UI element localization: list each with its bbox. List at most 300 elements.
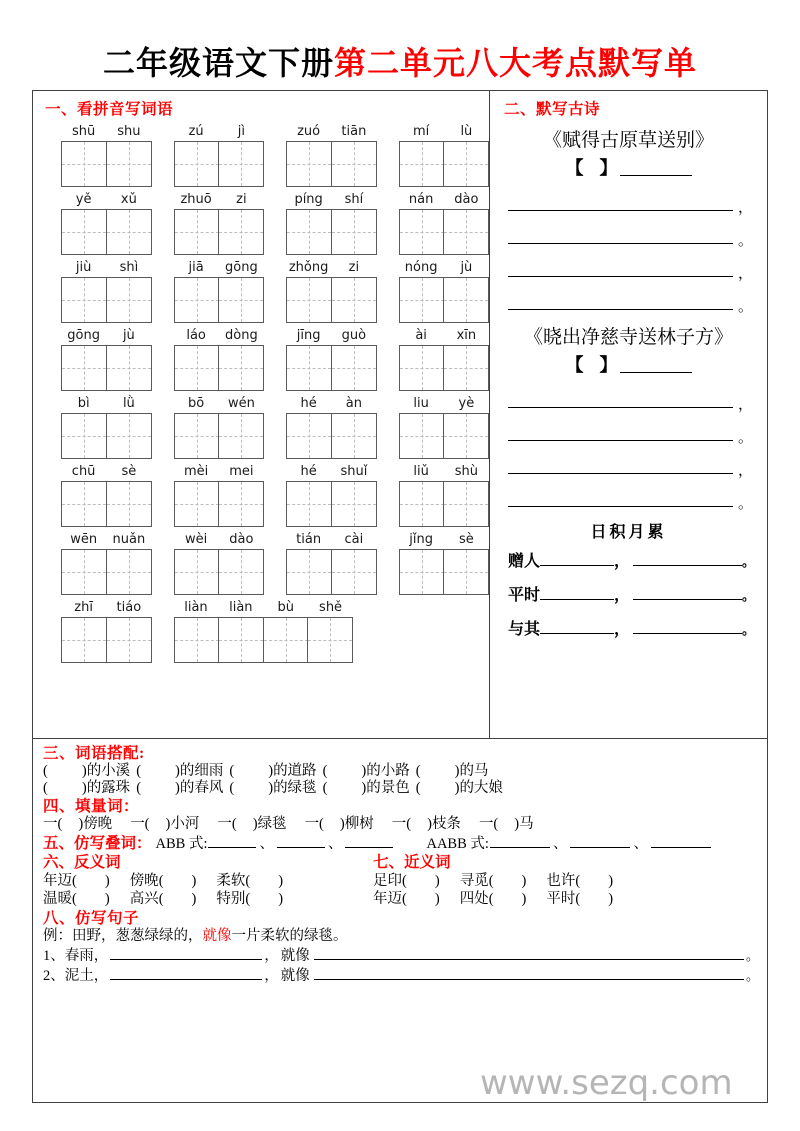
antonym-synonym-row [43,892,759,907]
tianzige-box[interactable] [106,141,152,187]
tianzige-box[interactable] [443,345,489,391]
pinyin-labels [174,395,265,412]
synonym-item[interactable] [460,892,527,907]
pinyin-rows-container [43,123,489,663]
tianzige-box[interactable] [61,413,107,459]
rijiyuelei-line[interactable] [508,548,755,571]
pinyin-syllable: lù [460,124,473,139]
synonym-answer-blank[interactable]: ( ) [575,872,614,889]
measure-prefix: 一( [304,816,324,832]
pinyin-row [43,327,489,391]
tianzige-box[interactable] [61,209,107,255]
tianzige-box[interactable] [218,481,264,527]
measure-noun: 柳树 [344,816,374,832]
reduplication-blank[interactable] [208,847,256,848]
antonym-group [43,892,373,907]
poem-author-blank[interactable] [502,351,755,377]
collocation-item[interactable] [229,764,316,779]
pinyin-syllable: nán [408,192,434,207]
pinyin-labels [174,191,265,208]
pinyin-syllable: zi [348,260,360,275]
measure-word-item[interactable] [43,817,112,832]
line-punctuation: 。 [737,496,753,512]
synonym-answer-blank[interactable]: ( ) [488,891,527,907]
tianzige-box[interactable] [399,141,445,187]
synonym-group [373,892,759,907]
tianzige-box[interactable] [286,277,332,323]
pinyin-row [43,395,489,459]
pinyin-labels [286,259,377,276]
author-name-blank-line[interactable] [620,175,692,176]
measure-suffix: ) [427,816,432,832]
antonym-answer-blank[interactable]: ( ) [158,872,197,889]
blank-separator: 、 [633,835,648,852]
tianzige-box[interactable] [174,617,220,663]
pinyin-word-group [61,599,152,663]
tianzige-box-group [286,141,377,187]
antonym-synonym-row [43,874,759,889]
synonym-answer-blank[interactable]: ( ) [488,872,527,889]
collocation-word: 的小溪 [86,762,131,779]
pinyin-word-group [174,531,265,595]
line-punctuation: 。 [737,299,753,315]
answer-parenthesis[interactable]: ( ) [136,780,180,796]
collocation-item[interactable] [43,764,130,779]
synonym-item[interactable] [546,874,613,889]
line-punctuation: ， [737,397,753,413]
pinyin-labels [286,531,377,548]
example-highlight: 就像 [202,928,232,944]
rijiyuelei-line[interactable] [508,616,755,639]
pinyin-syllable: shu [117,124,141,139]
pinyin-row [43,259,489,323]
reduplication-blank[interactable] [345,847,393,848]
pinyin-syllable: jù [122,328,135,343]
poem-blank-line[interactable] [508,283,755,316]
pinyin-word-group [174,123,265,187]
tianzige-box[interactable] [174,209,220,255]
tianzige-box[interactable] [399,549,445,595]
sentence-fill-row[interactable] [43,969,759,984]
tianzige-box[interactable] [218,209,264,255]
fill-comma: ， [264,968,279,984]
tianzige-box-group [174,413,265,459]
rijiyuelei-blank-second[interactable] [633,633,742,634]
pinyin-syllable: àn [345,396,362,411]
synonym-item[interactable] [460,874,527,889]
tianzige-box-group [286,345,377,391]
synonym-group [373,874,759,889]
pinyin-syllable: tiān [341,124,367,139]
collocation-item[interactable] [323,764,410,779]
pinyin-syllable: jiā [188,260,204,275]
blank-rule [508,440,733,441]
reduplication-blank[interactable] [651,847,711,848]
tianzige-box[interactable] [106,209,152,255]
pinyin-labels [399,395,490,412]
pinyin-syllable: dào [229,532,254,547]
tianzige-box[interactable] [443,413,489,459]
tianzige-box[interactable] [286,141,332,187]
antonym-word: 傍晚 [129,872,159,889]
tianzige-box[interactable] [443,549,489,595]
collocation-word: 的小路 [366,762,410,779]
tianzige-box[interactable] [61,617,107,663]
pinyin-word-group [286,531,377,595]
title-red-part: 第二单元八大考点默写单 [334,45,698,81]
antonym-word: 温暖 [43,891,72,907]
fill-comma: ， [264,947,279,964]
measure-noun: 绿毯 [257,816,287,832]
answer-parenthesis[interactable]: ( ) [415,762,460,779]
tianzige-box[interactable] [331,549,377,595]
tianzige-box[interactable] [263,617,309,663]
pinyin-labels [174,327,265,344]
pinyin-labels [399,531,490,548]
poem-blank-line[interactable] [508,184,755,217]
blank-rule [508,407,733,408]
pinyin-syllable: dào [454,192,479,207]
tianzige-box[interactable] [106,345,152,391]
pinyin-word-group [286,463,377,527]
rijiyuelei-line[interactable] [508,582,755,605]
tianzige-box[interactable] [443,277,489,323]
tianzige-box-group [399,345,490,391]
answer-parenthesis[interactable]: ( ) [322,780,367,796]
tianzige-box-group [174,209,265,255]
tianzige-box-group [61,481,152,527]
tianzige-box[interactable] [286,345,332,391]
rijiyuelei-blank-second[interactable] [633,599,742,600]
answer-parenthesis[interactable]: ( ) [43,762,87,779]
tianzige-box[interactable] [307,617,353,663]
collocation-item[interactable] [136,781,223,796]
answer-parenthesis[interactable]: ( ) [415,780,460,796]
pinyin-labels [399,191,490,208]
tianzige-box[interactable] [61,345,107,391]
tianzige-box[interactable] [399,413,445,459]
page-title [0,0,800,92]
pinyin-syllable: zhuō [180,192,212,207]
synonym-item[interactable] [373,874,440,889]
synonym-answer-blank[interactable]: ( ) [575,891,614,907]
fill-row-number: 2、泥土， [43,968,109,984]
tianzige-box[interactable] [331,277,377,323]
section5-abb-label: ABB 式: [155,835,208,852]
tianzige-box[interactable] [174,141,220,187]
tianzige-box-group [399,277,490,323]
pinyin-syllable: zuó [297,124,321,139]
tianzige-box-group [61,209,152,255]
tianzige-box[interactable] [61,549,107,595]
poem-author-blank[interactable] [502,154,755,180]
rijiyuelei-comma: ， [614,621,631,638]
fill-blank-second[interactable] [314,979,744,980]
tianzige-box[interactable] [331,413,377,459]
tianzige-box[interactable] [174,413,220,459]
tianzige-box-group [174,345,265,391]
tianzige-box-group [61,141,152,187]
tianzige-box-group [174,617,354,663]
tianzige-box[interactable] [286,413,332,459]
tianzige-box[interactable] [218,617,264,663]
site-watermark: www.sezq.com [480,1063,733,1103]
fill-blank-second[interactable] [314,959,744,960]
pinyin-labels [286,327,377,344]
tianzige-box[interactable] [106,617,152,663]
reduplication-blank[interactable] [277,847,325,848]
fill-connector: 就像 [280,947,310,964]
poem-blank-line[interactable] [508,414,755,447]
tianzige-box[interactable] [443,481,489,527]
pinyin-word-group [61,327,152,391]
collocation-word: 的露珠 [86,780,131,796]
antonym-item[interactable] [43,874,110,889]
synonym-answer-blank[interactable]: ( ) [402,872,440,889]
pinyin-syllable: zi [236,192,247,207]
answer-parenthesis[interactable]: ( ) [322,762,367,779]
tianzige-box[interactable] [331,345,377,391]
poem-blank-line[interactable] [508,480,755,513]
collocation-word: 的马 [459,762,489,779]
antonym-item[interactable] [216,892,283,907]
pinyin-syllable: hé [300,464,317,479]
collocation-item[interactable] [229,781,316,796]
answer-parenthesis[interactable]: ( ) [43,780,87,796]
pinyin-word-group [174,463,265,527]
tianzige-box[interactable] [331,481,377,527]
section5-heading: 五、仿写叠词： [43,834,152,852]
pinyin-syllable: liàn [184,600,208,615]
antonym-word: 高兴 [129,891,159,907]
antonym-item[interactable] [43,892,110,907]
section5-abb-blanks [207,837,394,852]
pinyin-syllable: chū [71,464,96,479]
pinyin-word-group [286,395,377,459]
pinyin-word-group [399,395,490,459]
poem-blank-line[interactable] [508,250,755,283]
collocation-row [43,764,759,779]
tianzige-box[interactable] [61,481,107,527]
tianzige-box[interactable] [218,413,264,459]
worksheet-frame [32,90,768,1103]
measure-word-item[interactable] [479,817,534,832]
fill-blank-first[interactable] [110,979,262,980]
collocation-item[interactable] [43,781,130,796]
measure-noun: 傍晚 [83,816,113,832]
measure-word-item[interactable] [305,817,374,832]
collocation-item[interactable] [416,781,503,796]
rijiyuelei-blank-first[interactable] [540,633,614,634]
section6-heading: 六、反义词 [43,854,121,871]
antonym-word: 柔软 [216,872,246,889]
pinyin-syllable: píng [294,192,323,207]
section3-rows [41,764,759,796]
antonym-answer-blank[interactable]: ( ) [158,891,197,907]
tianzige-box[interactable] [106,413,152,459]
poem-blank-line[interactable] [508,381,755,414]
tianzige-box[interactable] [399,345,445,391]
pinyin-syllable: shū [71,124,96,139]
tianzige-box[interactable] [106,549,152,595]
tianzige-box[interactable] [106,277,152,323]
synonym-answer-blank[interactable]: ( ) [402,891,440,907]
pinyin-syllable: láo [186,328,206,343]
pinyin-labels [174,599,354,616]
answer-parenthesis[interactable]: ( ) [229,780,274,796]
pinyin-syllable: zhī [74,600,93,615]
pinyin-row [43,123,489,187]
tianzige-box[interactable] [399,277,445,323]
pinyin-labels [61,395,152,412]
measure-word-item[interactable] [130,817,199,832]
pinyin-word-group [399,123,490,187]
pinyin-labels [174,463,265,480]
tianzige-box[interactable] [106,481,152,527]
blank-separator: 、 [259,835,274,852]
pinyin-syllable: hé [300,396,317,411]
antonym-item[interactable] [130,892,197,907]
tianzige-box[interactable] [286,481,332,527]
collocation-item[interactable] [323,781,410,796]
antonym-item[interactable] [130,874,197,889]
antonym-answer-blank[interactable]: ( ) [72,872,110,889]
tianzige-box[interactable] [218,345,264,391]
fill-blank-first[interactable] [110,959,262,960]
tianzige-box-group [174,277,265,323]
measure-word-item[interactable] [392,817,461,832]
tianzige-box-group [174,481,265,527]
tianzige-box[interactable] [399,481,445,527]
tianzige-box-group [286,209,377,255]
antonym-answer-blank[interactable]: ( ) [245,891,284,907]
section5-row [43,836,759,852]
measure-word-item[interactable] [217,817,286,832]
tianzige-box[interactable] [443,209,489,255]
section4-heading: 四、填量词： [43,797,140,815]
tianzige-box[interactable] [218,549,264,595]
pinyin-syllable: jǐng [409,532,433,547]
collocation-word: 的大娘 [459,780,503,796]
pinyin-syllable: zhǒng [288,260,329,275]
poem-title: 《赋得古原草送别》 [542,130,714,151]
tianzige-box[interactable] [286,549,332,595]
measure-suffix: ) [514,816,520,832]
pinyin-syllable: xīn [456,328,477,343]
collocation-word: 的春风 [179,780,224,796]
tianzige-box-group [61,345,152,391]
reduplication-blank[interactable] [490,847,550,848]
rijiyuelei-blank-second[interactable] [633,565,742,566]
rijiyuelei-prefix: 赠人 [508,553,541,570]
tianzige-box[interactable] [174,345,220,391]
fill-row-number: 1、春雨， [43,947,109,964]
blank-rule [508,309,733,310]
rijiyuelei-blank-first[interactable] [540,565,614,566]
answer-parenthesis[interactable]: ( ) [229,762,274,779]
antonym-answer-blank[interactable]: ( ) [72,891,110,907]
pinyin-labels [399,259,490,276]
pinyin-row [43,531,489,595]
tianzige-box[interactable] [331,209,377,255]
tianzige-box[interactable] [61,141,107,187]
rijiyuelei-comma: ， [614,587,631,604]
pinyin-syllable: ài [415,328,427,343]
section5-aabb-blanks [489,837,712,852]
collocation-item[interactable] [416,764,489,779]
section3-heading: 三、词语搭配: [43,745,145,762]
tianzige-box-group [61,277,152,323]
pinyin-labels [61,327,152,344]
pinyin-syllable: mèi [183,464,209,479]
pinyin-labels [174,531,265,548]
pinyin-syllable: sè [458,532,474,547]
tianzige-box[interactable] [174,277,220,323]
sentence-fill-row[interactable] [43,949,759,964]
tianzige-box[interactable] [61,277,107,323]
pinyin-syllable: xǔ [120,192,137,207]
tianzige-box-group [61,413,152,459]
tianzige-box[interactable] [218,141,264,187]
synonym-word: 四处 [459,891,489,907]
pinyin-word-group [61,259,152,323]
collocation-item[interactable] [136,764,223,779]
tianzige-box[interactable] [286,209,332,255]
antonym-word: 特别 [216,891,246,907]
antonym-answer-blank[interactable]: ( ) [245,872,284,889]
poem-blank-line[interactable] [508,447,755,480]
tianzige-box-group [286,549,377,595]
answer-parenthesis[interactable]: ( ) [136,762,180,779]
reduplication-blank[interactable] [570,847,630,848]
line-punctuation: 。 [737,233,753,249]
pinyin-syllable: cài [344,532,364,547]
author-bracket-close: 】 [599,355,618,375]
tianzige-box[interactable] [443,141,489,187]
tianzige-box[interactable] [218,277,264,323]
rijiyuelei-period: 。 [741,554,755,569]
antonym-item[interactable] [216,874,283,889]
pinyin-syllable: bù [277,600,294,615]
synonym-item[interactable] [373,892,440,907]
rijiyuelei-blank-first[interactable] [540,599,614,600]
pinyin-syllable: liu [413,396,429,411]
synonym-item[interactable] [546,892,613,907]
pinyin-labels [61,463,152,480]
pinyin-labels [174,123,265,140]
tianzige-box[interactable] [399,209,445,255]
tianzige-box[interactable] [174,481,220,527]
rijiyuelei-comma: ， [614,553,631,570]
measure-prefix: 一( [391,816,412,832]
pinyin-syllable: mí [412,124,430,139]
tianzige-box[interactable] [331,141,377,187]
author-name-blank-line[interactable] [620,372,692,373]
author-bracket-open: 【 [565,158,600,178]
pinyin-word-group [61,191,152,255]
synonym-word: 年迈 [373,891,402,907]
tianzige-box-group [399,481,490,527]
poem-blank-line[interactable] [508,217,755,250]
measure-suffix: ) [252,816,258,832]
section1-heading: 一、看拼音写词语 [45,101,174,118]
pinyin-syllable: nóng [404,260,438,275]
pinyin-word-group [399,531,490,595]
tianzige-box[interactable] [174,549,220,595]
rijiyuelei-prefix: 与其 [508,621,541,638]
collocation-word: 的绿毯 [273,780,317,796]
tianzige-box-group [286,481,377,527]
